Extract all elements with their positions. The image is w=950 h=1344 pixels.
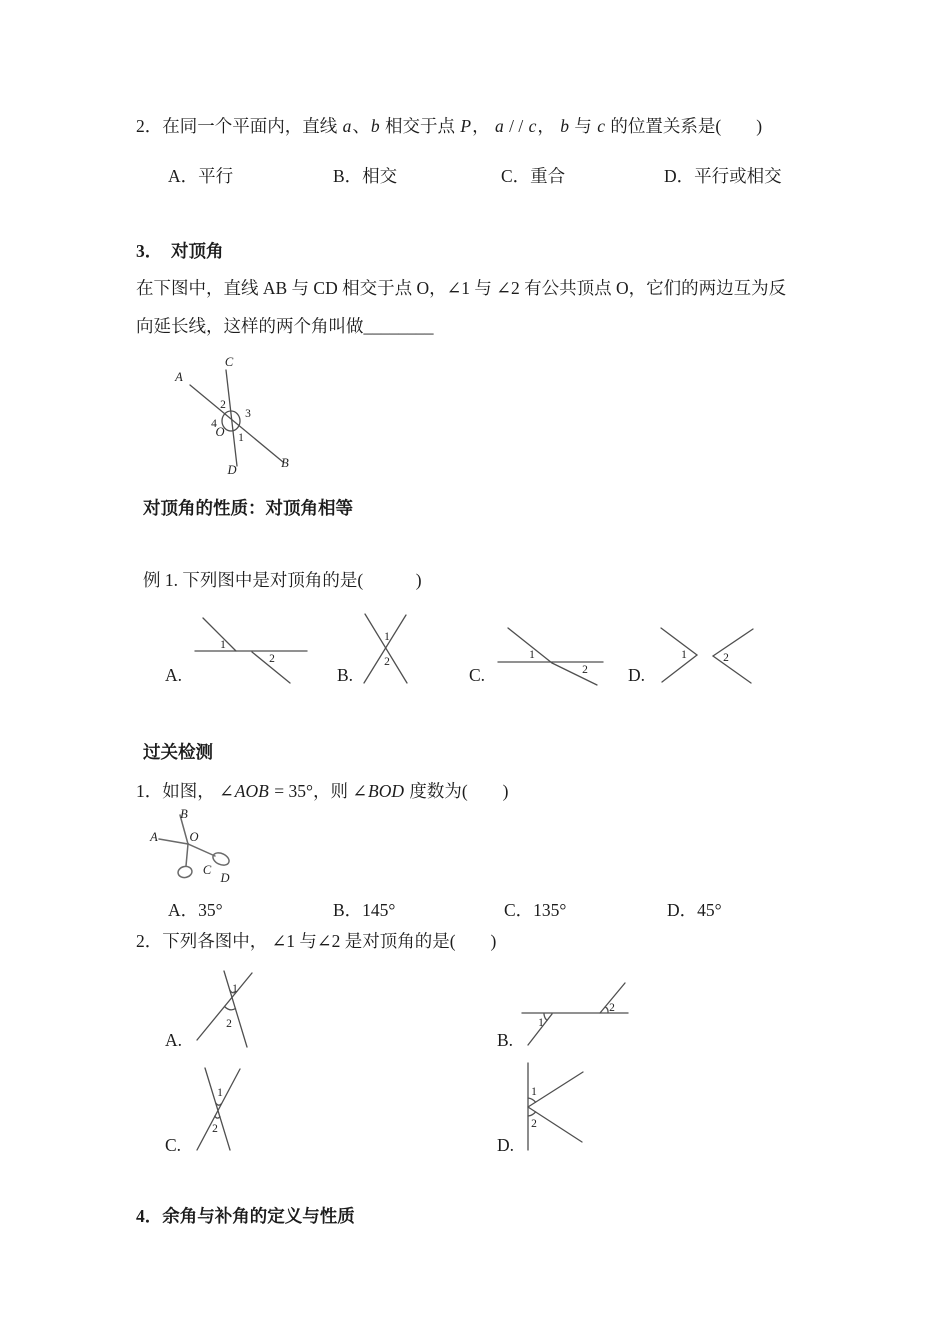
vertical-angle-property: 对顶角的性质：对顶角相等	[143, 498, 353, 518]
question-parallel-option-a: A．平行	[168, 166, 234, 186]
point-label-d: D	[227, 463, 237, 477]
example1-label-b: B.	[337, 665, 354, 685]
point-label-b: B	[281, 456, 289, 470]
line-ab	[190, 385, 283, 462]
cross-line-2	[197, 1069, 240, 1150]
check-q1-option-c: C．135°	[504, 900, 567, 920]
check-q1-option-a: A．35°	[168, 900, 223, 920]
check-heading: 过关检测	[143, 742, 213, 762]
example1-figure-c	[465, 600, 615, 695]
example1-label-a: A.	[165, 665, 183, 685]
angle-label-1: 1	[220, 639, 226, 651]
angle-1-arc	[528, 1098, 536, 1102]
example1-label-d: D.	[628, 665, 646, 685]
check-q1-stem: 1．如图， ∠AOB = 35°，则 ∠BOD 度数为( )	[136, 781, 509, 801]
check-q2-label-a: A.	[165, 1030, 183, 1050]
example1-figure-d	[625, 600, 765, 695]
check-q2-figure-b	[492, 960, 652, 1055]
line-cd	[226, 370, 237, 466]
angle-label-2: 2	[212, 1123, 218, 1135]
angle-label-2: 2	[384, 656, 390, 668]
scissors-blade-bc	[180, 815, 188, 866]
angle-label-1: 1	[531, 1086, 537, 1098]
angle-1-arc	[216, 1103, 221, 1105]
point-label-a: A	[150, 830, 158, 844]
example1-stem: 例 1. 下列图中是对顶角的是( )	[143, 570, 422, 590]
section3-paragraph-line1: 在下图中，直线 AB 与 CD 相交于点 O，∠1 与 ∠2 有公共顶点 O，它们的两边互为反	[136, 278, 787, 298]
angle-label-3: 3	[245, 408, 251, 420]
check-q1-option-d: D．45°	[667, 900, 722, 920]
figure-scissors	[145, 806, 255, 898]
cross-line-1	[205, 1068, 230, 1150]
angle-label-2: 2	[220, 399, 226, 411]
angle-label-1: 1	[681, 649, 687, 661]
example1-figure-a	[160, 600, 310, 690]
section4-heading: 4．余角与补角的定义与性质	[136, 1206, 355, 1226]
point-label-b: B	[180, 807, 188, 821]
angle-label-2: 2	[723, 652, 729, 664]
check-q1-option-b: B．145°	[333, 900, 396, 920]
section3-paragraph-line2: 向延长线，这样的两个角叫做________	[136, 316, 434, 336]
check-q2-label-d: D.	[497, 1135, 515, 1155]
angle-label-1: 1	[232, 983, 238, 995]
point-label-a: A	[175, 370, 183, 384]
right-angle	[713, 629, 753, 683]
point-label-c: C	[202, 863, 212, 877]
angle-label-2: 2	[609, 1002, 615, 1014]
figure-vertical-angles	[160, 355, 310, 485]
check-q2-label-c: C.	[165, 1135, 182, 1155]
cross-line-2	[364, 615, 406, 683]
angle-label-1: 1	[217, 1087, 223, 1099]
angle-2-arc	[528, 1112, 536, 1116]
question-parallel-option-c: C．重合	[501, 166, 566, 186]
scissors-handle-left	[177, 865, 193, 879]
scissors-handle-right	[211, 850, 231, 867]
angle-label-1: 1	[529, 649, 535, 661]
question-parallel-option-d: D．平行或相交	[664, 166, 782, 186]
point-label-d: D	[220, 871, 230, 885]
point-label-c: C	[224, 355, 234, 369]
check-q2-figure-a	[165, 960, 310, 1055]
example1-label-c: C.	[469, 665, 486, 685]
angle-2-arc	[605, 1007, 608, 1013]
question-parallel-stem: 2．在同一个平面内，直线 a、b 相交于点 P， a / / c， b 与 c 的位置关系是( )	[136, 116, 763, 136]
angle-label-1: 1	[238, 432, 244, 444]
check-q2-stem: 2．下列各图中， ∠1 与∠2 是对顶角的是( )	[136, 931, 497, 951]
section3-heading: 3． 对顶角	[136, 241, 224, 261]
angle-label-1: 1	[538, 1017, 544, 1029]
lower-ray	[552, 663, 597, 685]
question-parallel-option-b: B．相交	[333, 166, 398, 186]
angle-label-4: 4	[211, 418, 217, 430]
angle-1-arc	[544, 1014, 547, 1020]
angle-label-1: 1	[384, 631, 390, 643]
angle-label-2: 2	[582, 664, 588, 676]
angle-label-2: 2	[269, 653, 275, 665]
angle-label-2: 2	[226, 1018, 232, 1030]
angle-label-2: 2	[531, 1118, 537, 1130]
check-q2-label-b: B.	[497, 1030, 514, 1050]
angle-2-arc	[225, 1007, 236, 1010]
point-label-o: O	[215, 425, 225, 439]
left-angle	[661, 628, 697, 682]
point-label-o: O	[189, 830, 199, 844]
